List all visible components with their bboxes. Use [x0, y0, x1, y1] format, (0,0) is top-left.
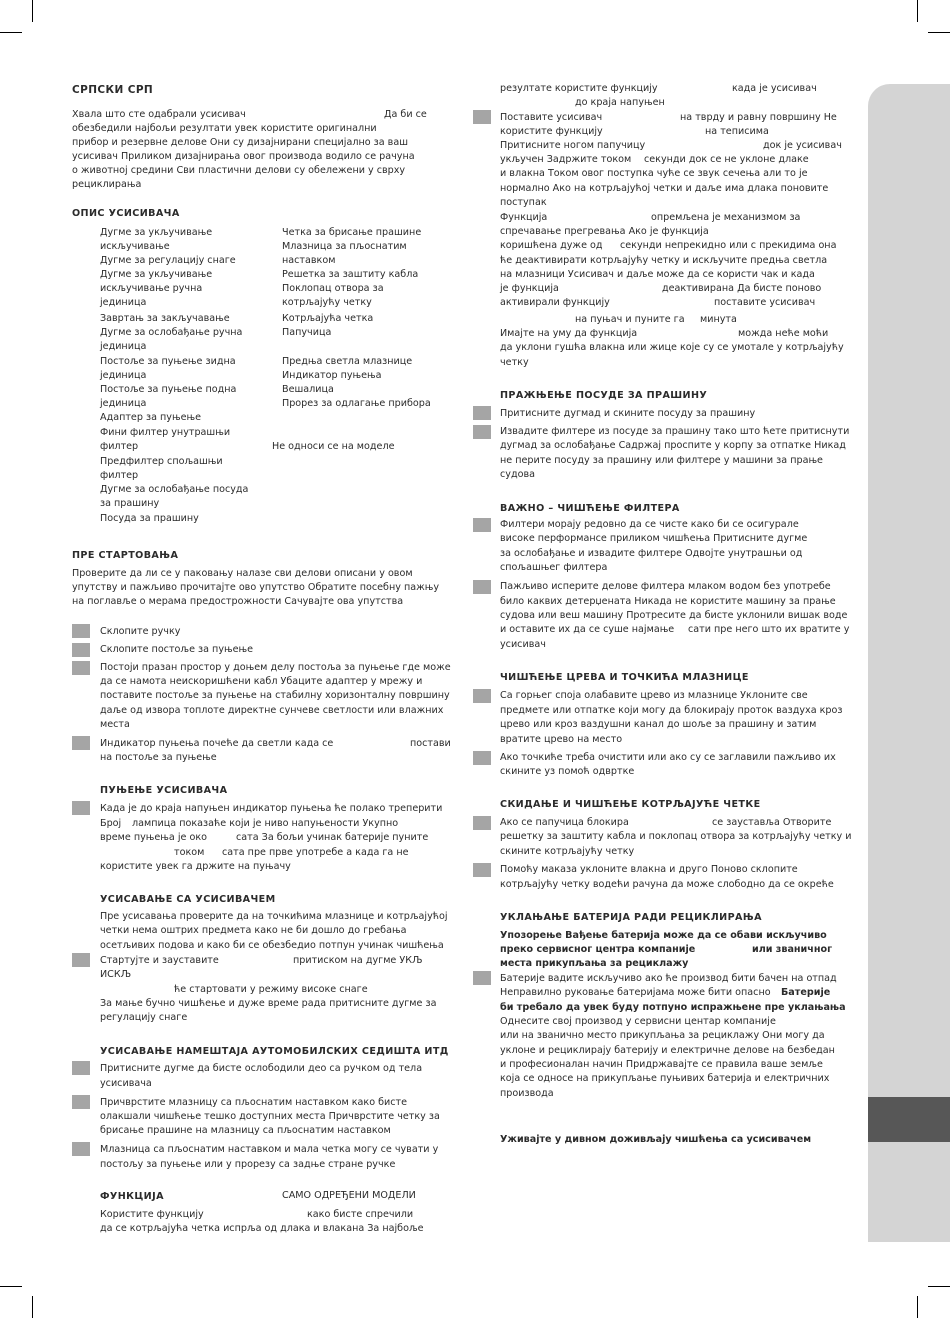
step-line: олакшали чишћење тешко доступних места Причврстите четку за: [100, 1111, 440, 1122]
step-line: и професионалан начин Придржавајте се правила ваше земље: [500, 1059, 823, 1070]
crop-mark: [0, 32, 22, 33]
section-heading: УСИСАВАЊЕ НАМЕШТАЈА АУТОМОБИЛСКИХ СЕДИШТА ИТД: [100, 1046, 449, 1057]
step-line: брисање прашине на млазницу са пљоснатим наставком: [100, 1125, 391, 1136]
side-tab: [868, 84, 950, 1242]
step-line: Ако точкиће треба очистити или ако су се заглавили пажљиво их: [500, 752, 836, 763]
step-line: би требало да увек буду потпуно испражњене пре уклањања: [500, 1002, 846, 1013]
section-heading: ФУНКЦИЈА: [100, 1191, 164, 1202]
body-line: када је усисивач: [732, 83, 817, 94]
body-line: да се котрљајућа четка испрља од длака и влакана За најбоље: [100, 1223, 424, 1234]
part-label: филтер: [100, 441, 139, 452]
part-label: Поклопац отвора за: [282, 283, 384, 294]
step-line: Стартујте и зауставите: [100, 955, 219, 966]
page-header: СРПСКИ СРП: [72, 84, 154, 96]
step-marker: [473, 971, 491, 985]
crop-mark: [928, 1286, 950, 1287]
model-note: Не односи се на моделе: [272, 441, 395, 452]
section-heading: ЧИШЋЕЊЕ ЦРЕВА И ТОЧКИЋА МЛАЗНИЦЕ: [500, 672, 749, 683]
intro-line: Да би се: [384, 109, 427, 120]
part-label: јединица: [100, 297, 147, 308]
section-heading: УКЛАЊАЊЕ БАТЕРИЈА РАДИ РЕЦИКЛИРАЊА: [500, 912, 762, 923]
step-marker: [473, 580, 491, 594]
step-line: Помоћу маказа уклоните влакна и друго Поново склопите: [500, 864, 798, 875]
body-line: на поглавље о мерама предострожности Сачувајте ова упутства: [72, 596, 404, 607]
part-label: Дугме за регулацију снаге: [100, 255, 236, 266]
body-line: Користите функцију: [100, 1209, 204, 1220]
step-line: предмете или отпатке који могу да блокирају проток ваздуха кроз: [500, 705, 843, 716]
part-label: Предња светла млазнице: [282, 356, 413, 367]
part-label: филтер: [100, 470, 139, 481]
part-label: Четка за брисање прашине: [282, 227, 422, 238]
step-line: Пажљиво исперите делове филтера млаком водом без употребе: [500, 581, 831, 592]
step-line: Однесите свој производ у сервисни центар компаније: [500, 1016, 776, 1027]
step-line: време пуњења је око: [100, 832, 208, 843]
step-line: Причврстите млазницу са пљоснатим наставком како бисте: [100, 1097, 408, 1108]
step-line: уклоне и рециклирају батерију и електричне делове на безбедан: [500, 1045, 835, 1056]
step-marker: [72, 1142, 90, 1156]
step-line: поставите постоље за пуњење на стабилну хоризонталну површину: [100, 690, 450, 701]
step-line: места: [100, 719, 130, 730]
step-line: Индикатор пуњења почеће да светли када се: [100, 738, 334, 749]
intro-line: обезбедили најбољи резултати увек користите оригинални: [72, 123, 377, 134]
step-line: високе перформансе приликом чишћења Притисните дугме: [500, 533, 808, 544]
section-heading: ВАЖНО – ЧИШЋЕЊЕ ФИЛТЕРА: [500, 503, 680, 514]
step-line: да се намота неискоришћени кабл Убаците адаптер у мрежу и: [100, 676, 423, 687]
step-line: и оставите их да се суше најмање: [500, 624, 675, 635]
part-label: за прашину: [100, 498, 160, 509]
step-line: укључен Задржите током: [500, 154, 632, 165]
step-line: користите увек га држите на пуњачу: [100, 861, 291, 872]
step-line: спољашњег филтера: [500, 562, 608, 573]
step-marker: [72, 736, 90, 750]
crop-mark: [917, 0, 918, 22]
crop-mark: [917, 1296, 918, 1318]
body-line: четки нема оштрих предмета како не би дошло до гребања: [100, 925, 407, 936]
part-label: Котрљајућа четка: [282, 313, 374, 324]
body-line: деактивирана Да бисте поново: [662, 283, 822, 294]
part-label: Фини филтер унутрашњи: [100, 427, 231, 438]
body-line: Функција: [500, 212, 548, 223]
section-heading: ПРЕ СТАРТОВАЊА: [72, 550, 179, 561]
step-marker: [72, 1061, 90, 1075]
crop-mark: [32, 0, 33, 22]
step-line: дугмад за ослобађање Садржај проспите у корпу за отпатке Никад: [500, 440, 846, 451]
step-line: користите функцију: [500, 126, 603, 137]
step-line: и влакна Током овог поступка чуће се звук сечења али то је: [500, 168, 808, 179]
body-line: је функција: [500, 283, 559, 294]
step-marker: [72, 624, 90, 638]
body-line: спречавање прегревања Ако је функција: [500, 226, 709, 237]
part-label: искључивање ручна: [100, 283, 203, 294]
body-line: регулацију снаге: [100, 1012, 188, 1023]
part-label: Адаптер за пуњење: [100, 412, 202, 423]
crop-mark: [928, 32, 950, 33]
warning-line: Упозорење Вађење батерија може да се обави искључиво: [500, 930, 827, 941]
step-line: Притисните дугмад и скините посуду за прашину: [500, 408, 756, 419]
step-line: Склопите ручку: [100, 626, 181, 637]
part-label: наставком: [282, 255, 336, 266]
part-label: Дугме за ослобађање ручна: [100, 327, 243, 338]
part-label: котрљајућу четку: [282, 297, 372, 308]
part-label: Дугме за ослобађање посуда: [100, 484, 249, 495]
step-marker: [473, 518, 491, 532]
part-label: јединица: [100, 398, 147, 409]
body-line: на пуњач и пуните га: [575, 314, 685, 325]
step-line: Батерије: [781, 987, 831, 998]
step-marker: [473, 751, 491, 765]
body-line: опремљена је механизмом за: [651, 212, 801, 223]
step-line: Притисните дугме да бисте ослободили део са ручком од тела: [100, 1063, 423, 1074]
intro-line: рециклирања: [72, 179, 142, 190]
step-line: ће стартовати у режиму високе снаге: [174, 984, 368, 995]
step-line: лампица показаће који је ниво напуњености Укупно: [132, 818, 399, 829]
body-line: до краја напуњен: [575, 97, 665, 108]
step-line: док је усисивач: [763, 140, 842, 151]
step-line: било каквих детерџената Никада не користите машину за прање: [500, 596, 836, 607]
step-line: Са горњег споја олабавите црево из млазнице Уклоните све: [500, 690, 808, 701]
step-marker: [473, 406, 491, 420]
step-line: вратите црево на место: [500, 734, 623, 745]
body-line: да уклони гушћа влакна или жице које су се умотале у котрљајућу: [500, 342, 844, 353]
step-line: црево или кроз ваздушни канал до шоље за прашину и затим: [500, 719, 817, 730]
step-line: или на званично место прикупљања за рециклажу Они могу да: [500, 1030, 825, 1041]
body-line: на млазници Усисивач и даље може да се користи чак и када: [500, 269, 815, 280]
part-label: Постоље за пуњење подна: [100, 384, 237, 395]
step-line: производа: [500, 1088, 554, 1099]
body-line: активирали функцију: [500, 297, 610, 308]
part-label: Индикатор пуњења: [282, 370, 382, 381]
intro-line: усисивач Приликом дизајнирања овог производа водило се рачуна: [72, 151, 415, 162]
part-label: искључивање: [100, 241, 170, 252]
step-marker: [473, 110, 491, 124]
model-note: САМО ОДРЕЂЕНИ МОДЕЛИ: [282, 1190, 416, 1201]
step-line: скините уз помоћ одвртке: [500, 766, 635, 777]
body-line: четку: [500, 357, 529, 368]
step-line: котрљајућу четку водећи рачуна да може слободно да се окреће: [500, 879, 834, 890]
step-line: Склопите постоље за пуњење: [100, 644, 254, 655]
body-line: За мање бучно чишћење и дуже време рада притисните дугме за: [100, 998, 437, 1009]
crop-mark: [0, 1286, 22, 1287]
step-line: ИСКЉ: [100, 969, 132, 980]
body-line: резултате користите функцију: [500, 83, 658, 94]
part-label: Вешалица: [282, 384, 334, 395]
step-line: Млазница са пљоснатим наставком и мала четка могу се чувати у: [100, 1144, 439, 1155]
body-line: упутству и пажљиво прочитајте ово упутство Обратите посебну пажњу: [72, 582, 440, 593]
closing-line: Уживајте у дивном доживљају чишћења са усисивачем: [500, 1134, 812, 1145]
body-line: Пре усисавања проверите да на точкићима млазнице и котрљајућој: [100, 911, 448, 922]
part-label: Дугме за укључивање: [100, 269, 213, 280]
step-line: Постоји празан простор у доњем делу постоља за пуњење где може: [100, 662, 451, 673]
step-line: Извадите филтере из посуде за прашину тако што ћете притиснути: [500, 426, 850, 437]
step-line: поступак: [500, 197, 547, 208]
step-line: сата пре прве употребе а када га не: [222, 847, 409, 858]
step-line: усисивач: [500, 639, 546, 650]
step-marker: [473, 863, 491, 877]
side-tab-marker: [868, 1097, 950, 1142]
step-line: Ако се папучица блокира: [500, 817, 629, 828]
intro-line: Хвала што сте одабрали усисивач: [72, 109, 246, 120]
step-marker: [473, 689, 491, 703]
step-marker: [72, 661, 90, 675]
section-heading: СКИДАЊЕ И ЧИШЋЕЊЕ КОТРЉАЈУЋЕ ЧЕТКЕ: [500, 799, 761, 810]
step-marker: [72, 801, 90, 815]
body-line: како бисте спречили: [307, 1209, 414, 1220]
step-line: Неправилно руковање батеријама може бити опасно: [500, 987, 771, 998]
warning-line: или званичног: [752, 944, 833, 955]
step-line: се зауставља Отворите: [712, 817, 832, 828]
part-label: Завртањ за закључавање: [100, 313, 230, 324]
step-line: скините котрљајућу четку: [500, 846, 635, 857]
step-marker: [473, 425, 491, 439]
part-label: Дугме за укључивање: [100, 227, 213, 238]
step-line: Када је до краја напуњен индикатор пуњења ће полако треперити: [100, 803, 443, 814]
step-marker: [72, 643, 90, 657]
part-label: Предфилтер спољашњи: [100, 456, 223, 467]
step-line: на постоље за пуњење: [100, 752, 217, 763]
part-label: Папучица: [282, 327, 332, 338]
step-line: сата За бољи учинак батерије пуните: [236, 832, 429, 843]
intro-line: прибор и резервне делове Они су дизајнирани специјално за ваш: [72, 137, 408, 148]
step-line: нормално Ако на котрљајућој четки и даље има длака поновите: [500, 183, 829, 194]
step-marker: [473, 816, 491, 830]
section-heading: ОПИС УСИСИВАЧА: [72, 208, 180, 219]
step-line: Притисните ногом папучицу: [500, 140, 646, 151]
step-marker: [72, 1095, 90, 1109]
step-line: постољу за пуњење или у прорезу са задње стране ручке: [100, 1159, 396, 1170]
body-line: можда неће моћи: [738, 328, 829, 339]
body-line: осетљивих подова и како би се обезбедио потпун учинак чишћења: [100, 940, 444, 951]
body-line: Имајте на уму да функција: [500, 328, 638, 339]
part-label: јединица: [100, 341, 147, 352]
step-marker: [72, 953, 90, 967]
section-heading: УСИСАВАЊЕ СА УСИСИВАЧЕМ: [100, 894, 276, 905]
part-label: јединица: [100, 370, 147, 381]
step-line: судова: [500, 469, 535, 480]
warning-line: преко сервисног центра компаније: [500, 944, 696, 955]
part-label: Млазница за пљоснатим: [282, 241, 407, 252]
section-heading: ПРАЖЊЕЊЕ ПОСУДЕ ЗА ПРАШИНУ: [500, 390, 708, 401]
section-heading: ПУЊЕЊЕ УСИСИВАЧА: [100, 785, 228, 796]
step-line: за ослобађање и извадите филтере Одвојте унутрашњи од: [500, 548, 803, 559]
body-line: минута: [700, 314, 737, 325]
part-label: Решетка за заштиту кабла: [282, 269, 419, 280]
step-line: постави: [410, 738, 451, 749]
step-line: на теписима: [705, 126, 769, 137]
step-line: која се односе на прикупљање пуњивих батерија и електричних: [500, 1073, 830, 1084]
body-line: секунди непрекидно или с прекидима она: [620, 240, 837, 251]
step-line: на тврду и равну површину Не: [680, 112, 837, 123]
body-line: ће деактивирати котрљајућу четку и искључите предња светла: [500, 255, 828, 266]
step-line: притиском на дугме УКЉ: [293, 955, 423, 966]
intro-line: о животној средини Сви пластични делови су обележени у сврху: [72, 165, 406, 176]
step-line: усисивача: [100, 1078, 152, 1089]
step-line: не перите посуду за прашину или филтере у машини за прање: [500, 455, 823, 466]
body-line: Проверите да ли се у паковању налазе сви делови описани у овом: [72, 568, 413, 579]
step-line: сати пре него што их вратите у: [688, 624, 850, 635]
step-line: Број: [100, 818, 122, 829]
step-line: Поставите усисивач: [500, 112, 603, 123]
step-line: Филтери морају редовно да се чисте како би се осигурале: [500, 519, 799, 530]
crop-mark: [32, 1296, 33, 1318]
part-label: Посуда за прашину: [100, 513, 199, 524]
step-line: секунди док се не уклоне длаке: [644, 154, 809, 165]
step-line: током: [174, 847, 205, 858]
step-line: даље од извора топлоте директне сунчеве светлости или влажних: [100, 705, 444, 716]
part-label: Постоље за пуњење зидна: [100, 356, 236, 367]
step-line: решетку за заштиту кабла и поклопац отвора за котрљајућу четку и: [500, 831, 852, 842]
body-line: коришћена дуже од: [500, 240, 603, 251]
step-line: Батерије вадите искључиво ако ће производ бити бачен на отпад: [500, 973, 837, 984]
warning-line: места прикупљања за рециклажу: [500, 958, 689, 969]
body-line: поставите усисивач: [714, 297, 816, 308]
step-line: судова или веш машину Протресите да бисте уклонили вишак воде: [500, 610, 848, 621]
part-label: Прорез за одлагање прибора: [282, 398, 431, 409]
